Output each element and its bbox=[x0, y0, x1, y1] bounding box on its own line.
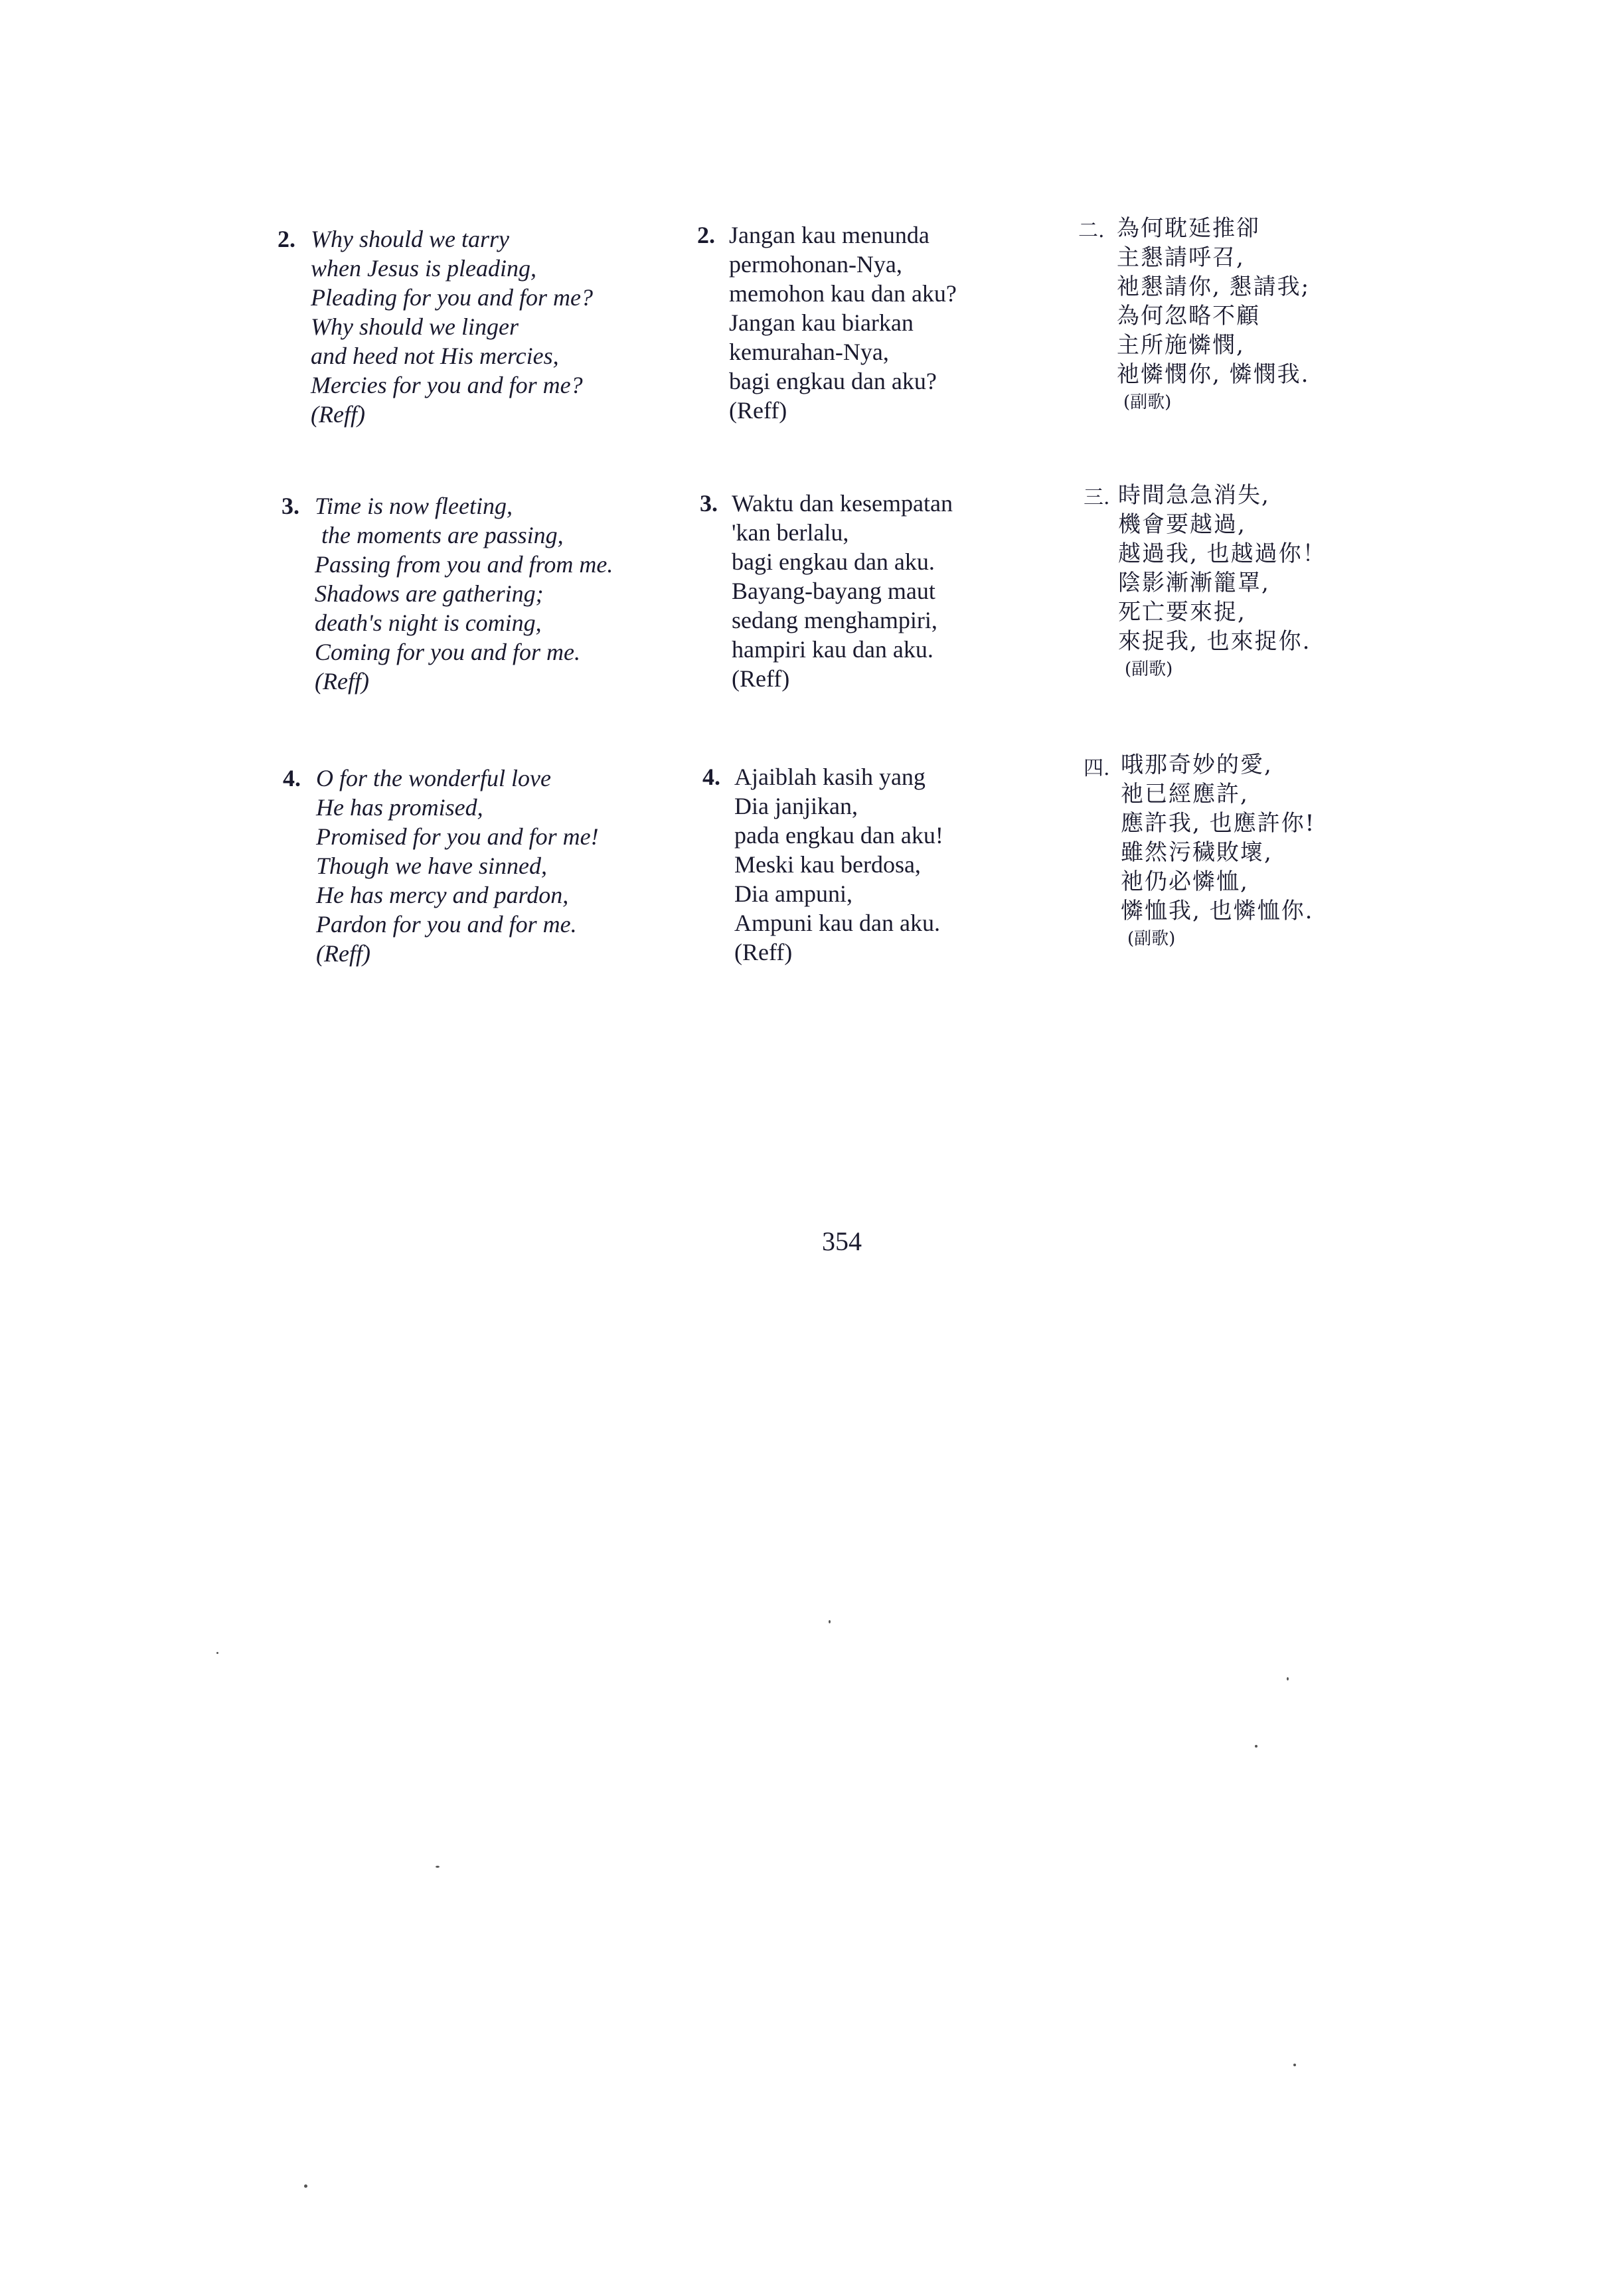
lyric-line: Passing from you and from me. bbox=[315, 551, 613, 578]
verse-number: 3. bbox=[700, 490, 718, 517]
verse-number: 4. bbox=[702, 764, 720, 790]
lyric-line: Why should we linger bbox=[311, 313, 519, 340]
lyric-line: 哦那奇妙的愛, bbox=[1121, 752, 1273, 778]
lyric-line: sedang menghampiri, bbox=[732, 607, 937, 633]
scan-speck bbox=[216, 1652, 218, 1654]
lyric-line: Shadows are gathering; bbox=[315, 580, 544, 607]
verse-number: 3. bbox=[282, 493, 299, 519]
verse-number: 4. bbox=[283, 765, 301, 791]
lyric-line: 陰影漸漸籠罩, bbox=[1118, 570, 1270, 596]
lyric-line: Bayang-bayang maut bbox=[732, 578, 935, 604]
lyric-line: Coming for you and for me. bbox=[315, 639, 580, 665]
verse-number: 三. bbox=[1084, 486, 1110, 509]
lyric-line: permohonan-Nya, bbox=[729, 251, 902, 278]
verse-lines bbox=[1117, 214, 1310, 416]
scan-speck bbox=[1287, 1677, 1289, 1681]
lyric-line: 死亡要來捉, bbox=[1118, 599, 1246, 625]
lyric-line: He has mercy and pardon, bbox=[316, 882, 569, 908]
lyric-line: 應許我, 也應許你! bbox=[1121, 810, 1316, 837]
lyric-line: Though we have sinned, bbox=[316, 853, 547, 879]
lyric-line: 'kan berlalu, bbox=[732, 519, 849, 546]
lyric-line: He has promised, bbox=[316, 794, 483, 821]
verse-lines bbox=[315, 491, 613, 696]
verse-lines bbox=[316, 764, 599, 968]
lyric-line: when Jesus is pleading, bbox=[311, 255, 536, 282]
lyric-line: the moments are passing, bbox=[321, 522, 564, 548]
lyric-line: Jangan kau biarkan bbox=[729, 309, 914, 336]
lyric-line: Mercies for you and for me? bbox=[311, 372, 583, 398]
lyric-line: 祂仍必憐恤, bbox=[1121, 868, 1249, 895]
lyric-line: and heed not His mercies, bbox=[311, 343, 559, 369]
lyric-line: 越過我, 也越過你！ bbox=[1118, 540, 1327, 567]
lyric-line: Why should we tarry bbox=[311, 226, 509, 252]
lyric-line: Ampuni kau dan aku. bbox=[734, 910, 940, 936]
refrain-marker: (Reff) bbox=[729, 397, 787, 424]
lyric-line: 來捉我, 也來捉你. bbox=[1118, 628, 1311, 655]
verse-lines bbox=[734, 762, 943, 967]
scan-speck bbox=[1255, 1745, 1257, 1748]
lyric-line: bagi engkau dan aku? bbox=[729, 368, 937, 394]
lyric-line: 機會要越過, bbox=[1118, 511, 1246, 538]
lyric-line: death's night is coming, bbox=[315, 610, 542, 636]
scan-speck bbox=[1293, 2064, 1296, 2066]
lyric-line: 祂懇請你, 懇請我; bbox=[1117, 274, 1311, 300]
lyric-line: hampiri kau dan aku. bbox=[732, 636, 933, 663]
lyric-line: Dia ampuni, bbox=[734, 880, 852, 907]
lyric-line: Pleading for you and for me? bbox=[311, 284, 593, 311]
scan-speck bbox=[829, 1620, 831, 1623]
lyric-line: memohon kau dan aku? bbox=[729, 280, 957, 307]
verse-lines bbox=[1118, 481, 1327, 683]
lyric-line: 主懇請呼召, bbox=[1117, 244, 1245, 271]
verse-lines bbox=[311, 224, 593, 429]
verse-number: 2. bbox=[697, 222, 715, 248]
lyric-line: 雖然污穢敗壞, bbox=[1121, 839, 1273, 866]
verse-number: 2. bbox=[278, 226, 295, 252]
lyric-line: Time is now fleeting, bbox=[315, 493, 513, 519]
verse-number: 二. bbox=[1078, 219, 1105, 242]
lyric-line: bagi engkau dan aku. bbox=[732, 548, 935, 575]
refrain-marker: (Reff) bbox=[316, 940, 370, 967]
refrain-marker: (副歌) bbox=[1125, 659, 1173, 679]
refrain-marker: (Reff) bbox=[311, 401, 365, 428]
verse-lines bbox=[732, 489, 953, 693]
refrain-marker: (Reff) bbox=[732, 665, 790, 692]
lyric-line: O for the wonderful love bbox=[316, 765, 551, 791]
lyric-line: Dia janjikan, bbox=[734, 793, 858, 819]
lyric-line: 祂已經應許, bbox=[1121, 781, 1249, 807]
lyric-line: Waktu dan kesempatan bbox=[732, 490, 953, 517]
lyric-line: pada engkau dan aku! bbox=[734, 822, 943, 849]
lyric-line: kemurahan-Nya, bbox=[729, 339, 889, 365]
refrain-marker: (副歌) bbox=[1127, 929, 1176, 949]
verse-number: 四. bbox=[1084, 757, 1110, 780]
refrain-marker: (Reff) bbox=[734, 939, 793, 965]
lyric-line: 時間急急消失, bbox=[1118, 482, 1270, 509]
lyric-line: Meski kau berdosa, bbox=[734, 851, 921, 878]
verse-lines bbox=[1121, 750, 1315, 952]
page-number: 354 bbox=[822, 1226, 862, 1256]
scan-speck bbox=[436, 1866, 440, 1868]
refrain-marker: (副歌) bbox=[1123, 392, 1172, 412]
lyric-line: 為何耽延推卻 bbox=[1117, 215, 1260, 242]
lyric-line: Pardon for you and for me. bbox=[316, 911, 577, 938]
refrain-marker: (Reff) bbox=[315, 668, 369, 695]
lyric-line: 憐恤我, 也憐恤你. bbox=[1121, 898, 1314, 924]
lyric-line: 為何忽略不顧 bbox=[1117, 303, 1260, 329]
lyric-line: Ajaiblah kasih yang bbox=[734, 764, 926, 790]
scan-speck bbox=[304, 2184, 307, 2188]
lyric-line: Promised for you and for me! bbox=[316, 823, 599, 850]
lyric-line: 祂憐憫你, 憐憫我. bbox=[1117, 361, 1310, 388]
verse-lines bbox=[729, 220, 957, 425]
lyric-line: Jangan kau menunda bbox=[729, 222, 930, 248]
lyric-line: 主所施憐憫, bbox=[1117, 332, 1245, 359]
